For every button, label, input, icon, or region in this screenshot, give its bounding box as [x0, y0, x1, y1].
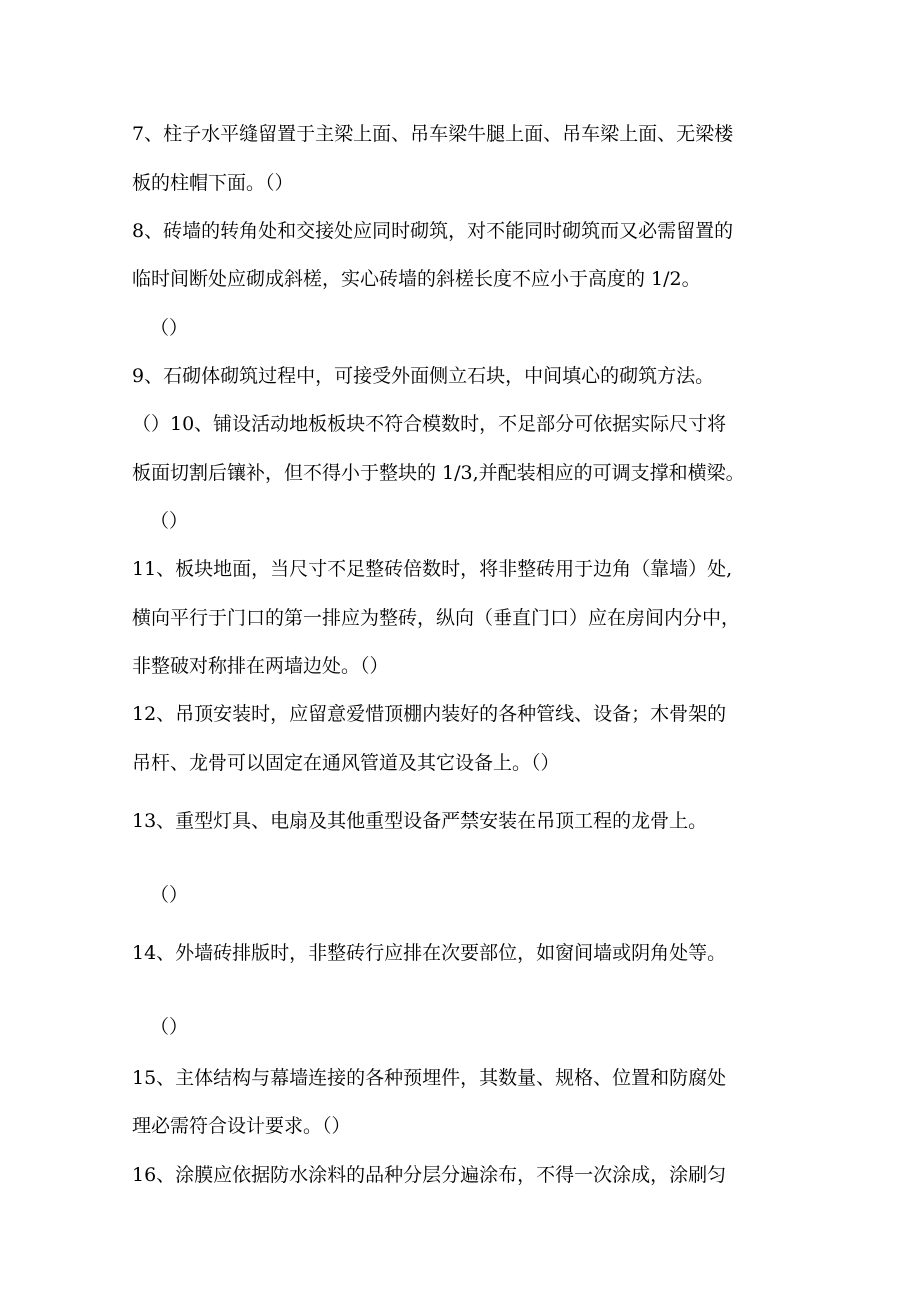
text-line: 7、柱子水平缝留置于主梁上面、吊车梁牛腿上面、吊车梁上面、无梁楼 — [132, 123, 734, 145]
text-line: 临时间断处应砌成斜槎，实心砖墙的斜槎长度不应小于高度的 1/2。 — [132, 268, 701, 290]
text-line: 吊杆、龙骨可以固定在通风管道及其它设备上。（） — [132, 752, 560, 774]
text-line: （）10、铺设活动地板板块不符合模数时，不足部分可依据实际尺寸将 — [132, 413, 727, 435]
text-line: （） — [150, 510, 189, 532]
text-line: 16、涂膜应依据防水涂料的品种分层分遍涂布，不得一次涂成，涂刷匀 — [132, 1164, 727, 1186]
text-line: 板面切割后镶补，但不得小于整块的 1/3,并配装相应的可调支撑和横梁。 — [132, 462, 745, 484]
text-line: 板的柱帽下面。（） — [132, 172, 294, 194]
text-line: 11、板块地面，当尺寸不足整砖倍数时，将非整砖用于边角（靠墙）处, — [132, 558, 733, 580]
text-line: 13、重型灯具、电扇及其他重型设备严禁安装在吊顶工程的龙骨上。 — [132, 810, 708, 832]
text-line: 横向平行于门口的第一排应为整砖，纵向（垂直门口）应在房间内分中， — [132, 607, 741, 629]
text-line: 8、砖墙的转角处和交接处应同时砌筑，对不能同时砌筑而又必需留置的 — [132, 220, 734, 242]
text-line: 理必需符合设计要求。（） — [132, 1115, 351, 1137]
text-line: 12、吊顶安装时，应留意爱惜顶棚内装好的各种管线、设备；木骨架的 — [132, 703, 727, 725]
text-line: 15、主体结构与幕墙连接的各种预埋件，其数量、规格、位置和防腐处 — [132, 1067, 727, 1089]
text-line: （） — [150, 317, 189, 339]
text-line: （） — [150, 1016, 189, 1038]
text-line: 9、石砌体砌筑过程中，可接受外面侧立石块，中间填心的砌筑方法。 — [132, 365, 715, 387]
text-line: 非整破对称排在两墙边处。（） — [132, 655, 389, 677]
text-line: 14、外墙砖排版时，非整砖行应排在次要部位，如窗间墙或阴角处等。 — [132, 942, 727, 964]
text-line: （） — [150, 884, 189, 906]
